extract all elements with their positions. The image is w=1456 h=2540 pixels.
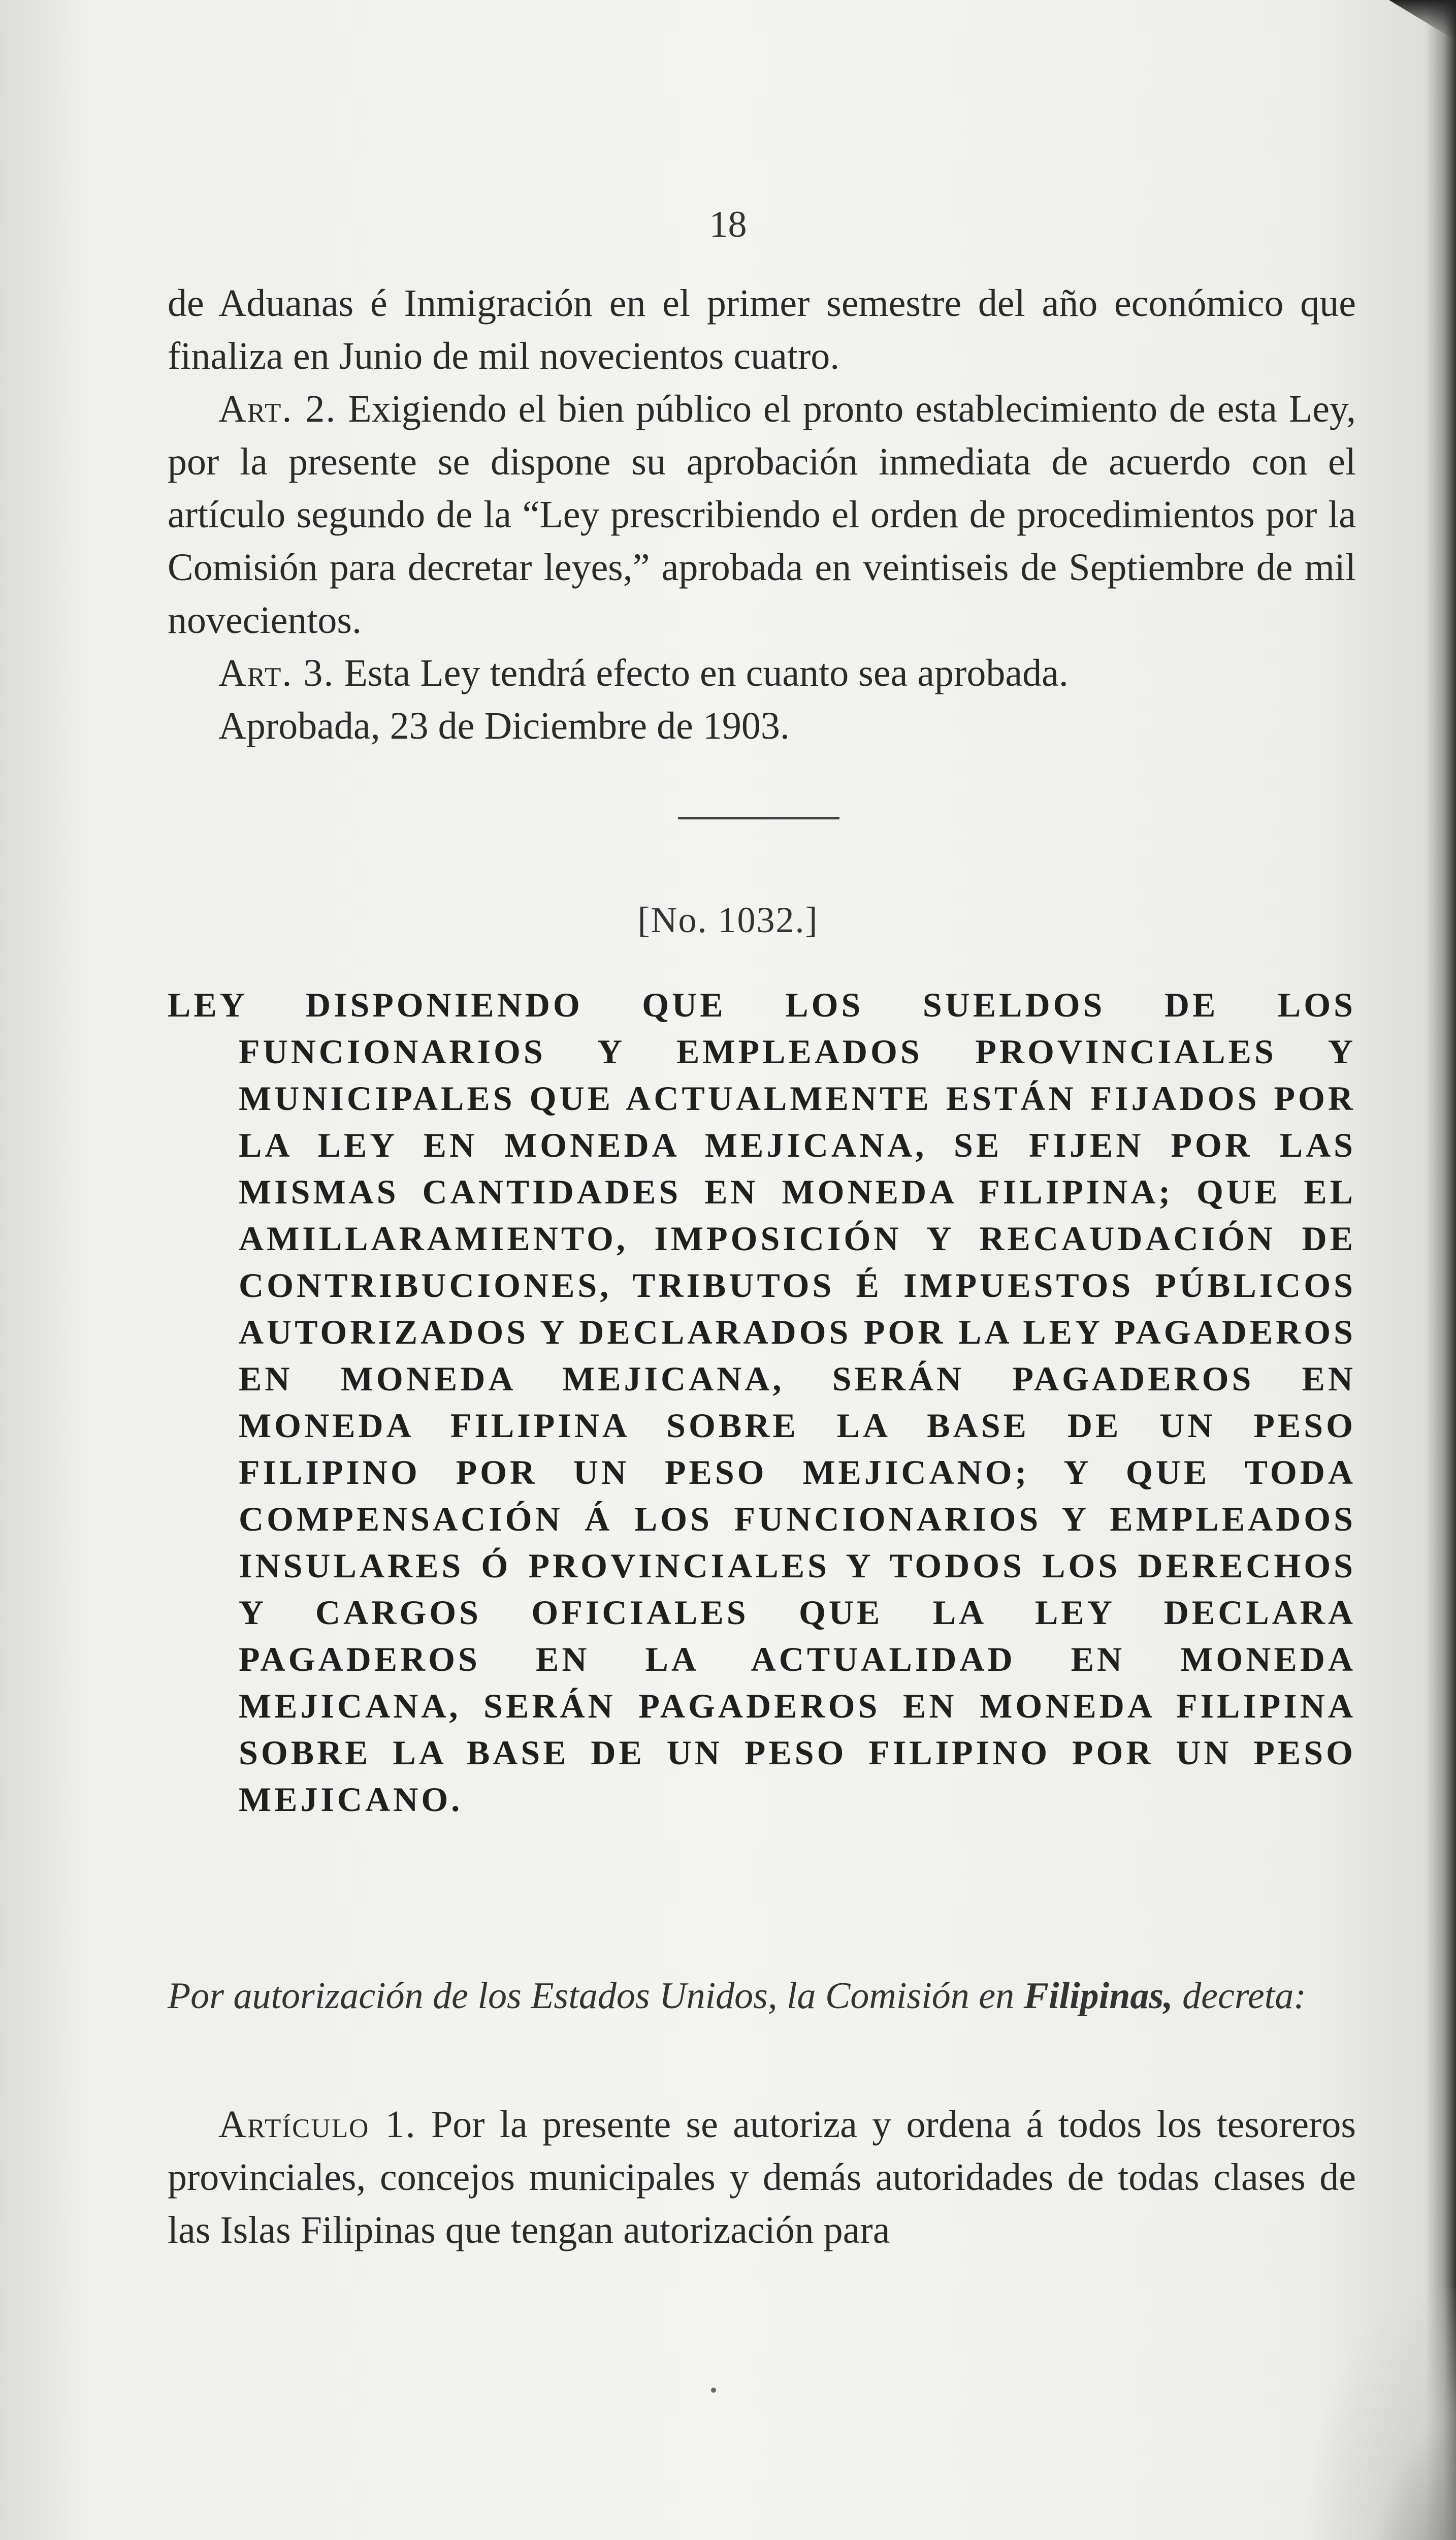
article-3-label: Art. 3. <box>218 652 335 694</box>
article-2-paragraph <box>168 383 1356 647</box>
article-1-text: Por la presente se autoriza y ordena á todos los tesoreros provinciales, concejos municipales y demás autoridades de todas clases de las Islas Filipinas que tengan autorización para <box>168 2103 1356 2251</box>
enacting-bold: Filipinas, <box>1023 1975 1173 2017</box>
approval-date: Aprobada, 23 de Diciembre de 1903. <box>218 705 790 747</box>
article-3-paragraph <box>168 647 1356 700</box>
article-1-label: Artículo 1. <box>218 2103 416 2146</box>
enacting-suffix: decreta: <box>1173 1975 1306 2017</box>
article-1-paragraph <box>168 2098 1356 2257</box>
section-divider <box>678 817 839 819</box>
article-2-label: Art. 2. <box>218 388 337 430</box>
page-edge-shadow <box>1426 0 1456 2540</box>
law-title: LEY DISPONIENDO QUE LOS SUELDOS DE LOS FUNCIONARIOS Y EMPLEADOS PROVINCIALES Y MUNICIPALES QUE ACTUALMENTE ESTÁN FIJADOS POR LA LEY EN MONEDA MEJICANA, SE FIJEN POR LAS MISMAS CANTIDADES EN MONEDA FILIPINA; QUE EL AMILLARAMIENTO, IMPOSICIÓN Y RECAUDACIÓN DE CONTRIBUCIONES, TRIBUTOS É IMPUESTOS PÚBLICOS AUTORIZADOS Y DECLARADOS POR LA LEY PAGADEROS EN MONEDA MEJICANA, SERÁN PAGADEROS EN MONEDA FILIPINA SOBRE LA BASE DE UN PESO FILIPINO POR UN PESO MEJICANO; Y QUE TODA COMPENSACIÓN Á LOS FUNCIONARIOS Y EMPLEADOS INSULARES Ó PROVINCIALES Y TODOS LOS DERECHOS Y CARGOS OFICIALES QUE LA LEY DECLARA PAGADEROS EN LA ACTUALIDAD EN MONEDA MEJICANA, SERÁN PAGADEROS EN MONEDA FILIPINA SOBRE LA BASE DE UN PESO FILIPINO POR UN PESO MEJICANO. <box>168 986 1356 1819</box>
law-number: [No. 1032.] <box>637 900 819 940</box>
continuation-paragraph: de Aduanas é Inmigración en el primer semestre del año económico que finaliza en Junio de mil novecientos cuatro. <box>168 282 1356 377</box>
article-1-block <box>168 2098 1356 2257</box>
upper-text-block <box>168 277 1356 752</box>
enacting-prefix: Por autorización de los Estados Unidos, la Comisión en <box>168 1975 1024 2017</box>
enacting-clause <box>168 1971 1356 2021</box>
page-number: 18 <box>709 204 747 245</box>
article-2-text: Exigiendo el bien público el pronto establecimiento de esta Ley, por la presente se dispone su aprobación inmediata de acuerdo con el artículo segundo de la “Ley prescribiendo el orden de procedimientos por la Comisión para decretar leyes,” aprobada en veintiseis de Septiembre de mil novecientos. <box>168 388 1356 642</box>
page-speck <box>711 2388 716 2393</box>
article-3-text: Esta Ley tendrá efecto en cuanto sea aprobada. <box>344 652 1069 694</box>
page-bottom-shadow <box>1304 2288 1456 2540</box>
